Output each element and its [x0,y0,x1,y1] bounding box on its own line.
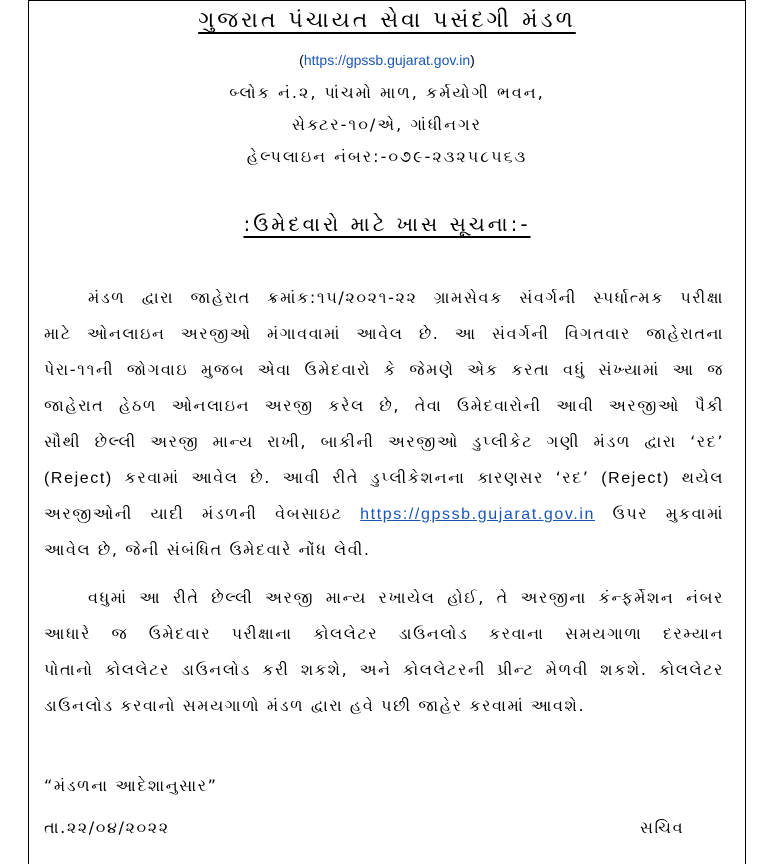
para1-line6-text: કરવામાં આવેલ છે. આવી રીતે ડુપ્લીકેશનના કારણસર ‘રદ’ [124,468,590,487]
para1-line6-end: થયેલ [681,468,725,487]
para1-line4: જાહેરાત હેઠળ ઓનલાઇન અરજી કરેલ છે, તેવા ઉમેદવારોની આવી અરજીઓ પૈકી [44,396,724,415]
para1-line7-end: ઉપર મુકવામાં [612,504,724,523]
para1-line7-text: અરજીઓની યાદી મંડળની વેબસાઇટ [44,504,343,523]
reject-term: (Reject) [44,470,113,487]
para1-line2: માટે ઓનલાઇન અરજીઓ મંગાવવામાં આવેલ છે. આ સંવર્ગની વિગતવાર જાહેરાતના [44,324,724,343]
para2-line3: પોતાનો કોલલેટર ડાઉનલોડ કરી શકશે, અને કોલલેટરની પ્રીન્ટ મેળવી શકશે. કોલલેટર [44,660,724,679]
para1-line1: મંડળ દ્વારા જાહેરાત ક્રમાંક:૧૫/૨૦૨૧-૨૨ ગ્રામસેવક સંવર્ગની સ્પર્ધાત્મક પરીક્ષા [88,288,724,307]
para1-line6 [44,468,724,488]
para2-line4: ડાઉનલોડ કરવાનો સમયગાળો મંડળ દ્વારા હવે પછી જાહેર કરવામાં આવશે. [44,696,586,715]
para2-line2: આધારે જ ઉમેદવાર પરીક્ષાના કોલલેટર ડાઉનલોડ કરવાના સમયગાળા દરમ્યાન [44,624,724,643]
para1-line7 [44,504,724,524]
signatory-title: સચિવ [640,818,685,837]
helpline: હેલ્પલાઇન નંબર:-૦૭૯-૨૩૨૫૮૫૬૩ [246,147,528,166]
document-title: ગુજરાત પંચાયત સેવા પસંદગી મંડળ [198,8,576,33]
para1-line8: આવેલ છે, જેની સંબંધિત ઉમેદવારે નોંધ લેવી. [44,540,371,559]
url-close-paren: ) [470,52,475,68]
notice-subtitle: :ઉમેદવારો માટે ખાસ સૂચના:- [243,212,531,236]
header-url-line [28,52,746,68]
url-open-paren: ( [299,52,304,68]
notice-date: તા.૨૨/૦૪/૨૦૨૨ [44,818,170,837]
header-url-link[interactable]: https://gpssb.gujarat.gov.in [303,52,471,68]
para2-line1: વધુમાં આ રીતે છેલ્લી અરજી માન્ય રખાયેલ હોઈ, તે અરજીના કંન્ફર્મેશન નંબર [88,588,724,607]
website-link[interactable]: https://gpssb.gujarat.gov.in [360,506,595,523]
address-line-1: બ્લોક નં.૨, પાંચમો માળ, કર્મયોગી ભવન, [229,83,545,102]
para1-line5: સૌથી છેલ્લી અરજી માન્ય રાખી, બાકીની અરજીઓ ડુપ્લીકેટ ગણી મંડળ દ્વારા ‘રદ’ [44,432,724,451]
address-line-2: સેક્ટર-૧૦/એ, ગાંધીનગર [292,115,482,134]
reject-term-2: (Reject) [601,470,671,487]
para1-line3: પેરા-૧૧ની જોગવાઇ મુજબ એવા ઉમેદવારો કે જેમણે એક કરતા વધું સંખ્યામાં આ જ [44,360,724,379]
closing-order-note: “મંડળના આદેશાનુસાર” [44,776,218,795]
